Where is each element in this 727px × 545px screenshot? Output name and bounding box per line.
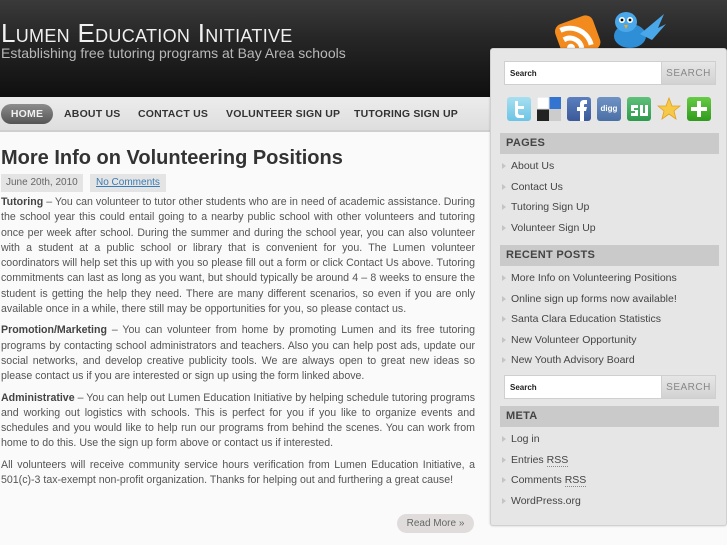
recent-posts-widget-title: RECENT POSTS xyxy=(500,245,719,266)
favorite-star-icon[interactable] xyxy=(657,97,681,121)
rss-icon[interactable] xyxy=(551,13,603,53)
paragraph-text: All volunteers will receive community service hours verification from Lumen Education Initiative, a 501(c)-3 tax-exempt non-profit organization. Thanks for helping out and furthering a great cause! xyxy=(1,458,475,487)
search-input[interactable] xyxy=(505,62,661,84)
search-input[interactable] xyxy=(505,376,661,398)
digg-icon[interactable]: digg xyxy=(597,97,621,121)
recent-post-link[interactable]: Santa Clara Education Statistics xyxy=(500,309,719,330)
meta-link-text: Entries xyxy=(511,453,547,466)
delicious-icon[interactable] xyxy=(537,97,561,121)
paragraph-heading: Promotion/Marketing xyxy=(1,324,107,337)
recent-posts-list xyxy=(500,268,719,371)
meta-wordpress-org[interactable] xyxy=(500,491,719,512)
facebook-icon[interactable] xyxy=(567,97,591,121)
paragraph-administrative xyxy=(1,391,475,452)
nav-about-us[interactable]: ABOUT US xyxy=(64,108,121,120)
nav-tutoring-sign-up[interactable]: TUTORING SIGN UP xyxy=(354,108,458,120)
meta-link-text: Comments xyxy=(511,474,565,487)
main-nav xyxy=(0,97,490,132)
rss-abbr: RSS xyxy=(564,474,587,487)
post-body xyxy=(1,195,475,494)
paragraph-text: – You can volunteer to tutor other students who are in need of academic assistance. During the school year this could entail going to a nearby public school with other volunteers and tutoring once per week after school. During the summer and during the school year, you can also volunteer with a student at a public school or library that is convenient for you. The Lumen volunteer coordinators will help set this up with you so please fill out a form or click Contact Us above. Tutoring commitments can last as long as you want, but should typically be around 4 – 8 weeks to ensure the student is getting the help they need. There are many different scenarios, so even if you are only available once in a while, there still may be opportunities for you, so please contact us. xyxy=(1,196,475,316)
recent-post-link[interactable]: New Youth Advisory Board xyxy=(500,350,719,371)
meta-log-in[interactable] xyxy=(500,429,719,450)
search-button[interactable]: SEARCH xyxy=(661,62,715,84)
paragraph-text: – You can help out Lumen Education Initiative by helping schedule tutoring programs and working out logistics with schools. This is perfect for you if you like to organize events and schedules and you would like to help run our programs from behind the scenes. You can work from home to do this. Use the sign up form above or contact us if interested. xyxy=(1,391,475,450)
sidebar-search-bottom xyxy=(504,375,716,399)
social-icons xyxy=(507,97,717,123)
recent-post-link[interactable]: New Volunteer Opportunity xyxy=(500,330,719,351)
site-title[interactable]: Lumen Education Initiative xyxy=(1,18,293,48)
post-title[interactable]: More Info on Volunteering Positions xyxy=(1,147,343,169)
pages-widget-title: PAGES xyxy=(500,133,719,154)
recent-post-link[interactable]: More Info on Volunteering Positions xyxy=(500,268,719,289)
paragraph-heading: Administrative xyxy=(1,391,75,404)
twitter-icon[interactable] xyxy=(606,8,668,50)
nav-contact-us[interactable]: CONTACT US xyxy=(138,108,209,120)
nav-home[interactable]: HOME xyxy=(1,104,53,124)
recent-post-link[interactable]: Online sign up forms now available! xyxy=(500,289,719,310)
add-plus-icon[interactable] xyxy=(687,97,711,121)
page-link[interactable]: Volunteer Sign Up xyxy=(500,218,719,239)
rss-abbr: RSS xyxy=(546,453,569,466)
page-link[interactable]: About Us xyxy=(500,156,719,177)
paragraph-promotion xyxy=(1,323,475,384)
sidebar-search-top xyxy=(504,61,716,85)
paragraph-text: – You can volunteer from home by promoting Lumen and its free tutoring programs by contacting school administrators and teachers. Also you can help post ads, update our social networks, and develop creative publicity tools. We are always open to great new ideas so please contact us if you are interested or sign up using the form linked above. xyxy=(1,324,475,383)
search-button[interactable]: SEARCH xyxy=(661,376,715,398)
pages-list xyxy=(500,156,719,238)
comments-link[interactable]: No Comments xyxy=(90,174,166,192)
post-date: June 20th, 2010 xyxy=(1,174,83,192)
meta-link-text: WordPress.org xyxy=(511,494,581,507)
page-link[interactable]: Contact Us xyxy=(500,177,719,198)
meta-widget-title: META xyxy=(500,406,719,427)
stumbleupon-icon[interactable] xyxy=(627,97,651,121)
paragraph-tutoring xyxy=(1,195,475,317)
meta-link-text: Log in xyxy=(511,433,540,445)
meta-list xyxy=(500,429,719,511)
meta-entries-rss[interactable] xyxy=(500,450,719,471)
page-link[interactable]: Tutoring Sign Up xyxy=(500,197,719,218)
read-more-button[interactable]: Read More » xyxy=(397,514,474,533)
paragraph-closing xyxy=(1,458,475,489)
meta-comments-rss[interactable] xyxy=(500,470,719,491)
twitter-icon[interactable] xyxy=(507,97,531,121)
nav-volunteer-sign-up[interactable]: VOLUNTEER SIGN UP xyxy=(226,108,341,120)
site-tagline: Establishing free tutoring programs at Bay Area schools xyxy=(1,45,346,61)
paragraph-heading: Tutoring xyxy=(1,196,44,208)
sidebar xyxy=(490,48,727,526)
